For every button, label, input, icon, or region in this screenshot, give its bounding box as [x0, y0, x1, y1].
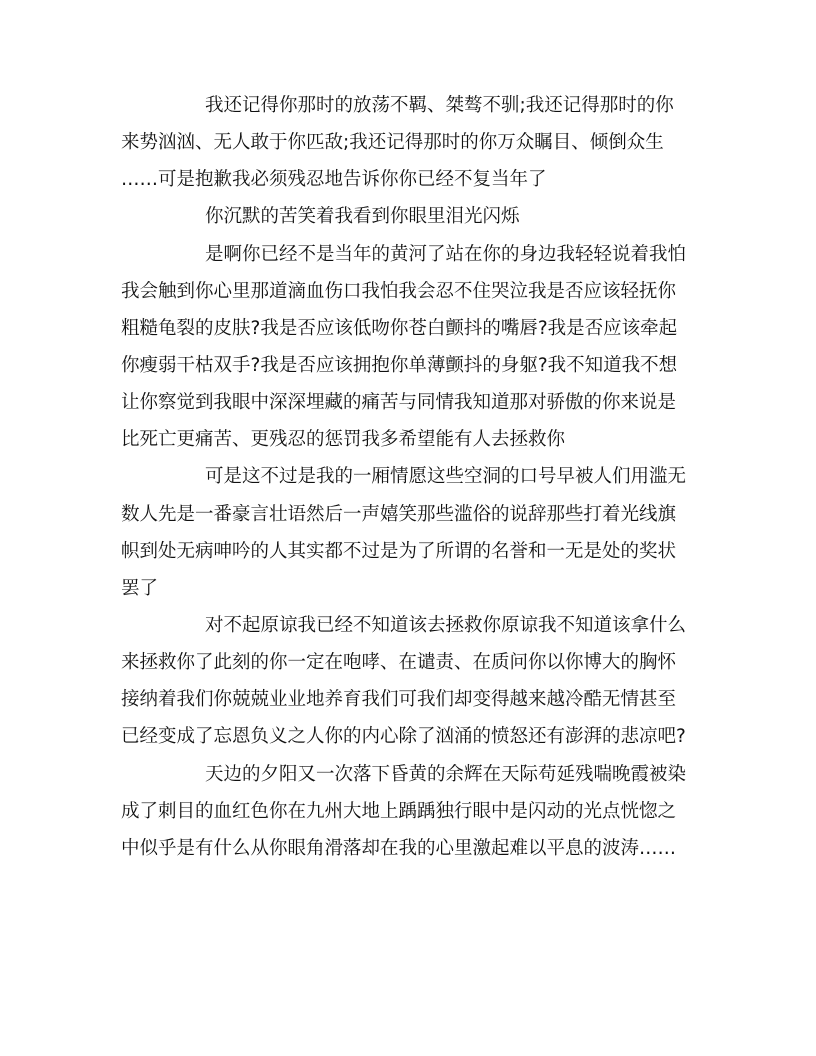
- text-line: 帜到处无病呻吟的人其实都不过是为了所谓的名誉和一无是处的奖状: [121, 541, 677, 562]
- text-line: 数人先是一番豪言壮语然后一声嬉笑那些滥俗的说辞那些打着光线旗: [121, 504, 677, 525]
- text-line: 来势汹汹、无人敢于你匹敌;我还记得那时的你万众瞩目、倾倒众生: [121, 132, 664, 153]
- text-line: ……可是抱歉我必须残忍地告诉你你已经不复当年了: [121, 169, 547, 190]
- text-line: 可是这不过是我的一厢情愿这些空洞的口号早被人们用滥无: [205, 466, 687, 487]
- text-line: 我会触到你心里那道滴血伤口我怕我会忍不住哭泣我是否应该轻抚你: [121, 281, 677, 302]
- text-line: 接纳着我们你兢兢业业地养育我们可我们却变得越来越冷酷无情甚至: [121, 689, 677, 710]
- text-line: 粗糙龟裂的皮肤?我是否应该低吻你苍白颤抖的嘴唇?我是否应该牵起: [121, 318, 678, 339]
- text-line: 中似乎是有什么从你眼角滑落却在我的心里激起难以平息的波涛……: [121, 838, 677, 859]
- text-line: 让你察觉到我眼中深深埋藏的痛苦与同情我知道那对骄傲的你来说是: [121, 392, 677, 413]
- text-line: 成了刺目的血红色你在九州大地上踽踽独行眼中是闪动的光点恍惚之: [121, 801, 677, 822]
- text-line: 你沉默的苦笑着我看到你眼里泪光闪烁: [205, 206, 520, 227]
- text-line: 已经变成了忘恩负义之人你的内心除了汹涌的愤怒还有澎湃的悲凉吧?: [121, 726, 686, 747]
- text-line: 来拯救你了此刻的你一定在咆哮、在谴责、在质问你以你博大的胸怀: [121, 652, 677, 673]
- text-line: 罢了: [121, 578, 159, 599]
- text-line: 是啊你已经不是当年的黄河了站在你的身边我轻轻说着我怕: [205, 244, 687, 265]
- text-line: 天边的夕阳又一次落下昏黄的余辉在天际苟延残喘晚霞被染: [205, 764, 687, 785]
- text-line: 对不起原谅我已经不知道该去拯救你原谅我不知道该拿什么: [205, 615, 687, 636]
- text-line: 你瘦弱干枯双手?我是否应该拥抱你单薄颤抖的身躯?我不知道我不想: [121, 355, 678, 376]
- text-line: 我还记得你那时的放荡不羁、桀骜不驯;我还记得那时的你: [205, 95, 674, 116]
- text-line: 比死亡更痛苦、更残忍的惩罚我多希望能有人去拯救你: [121, 429, 566, 450]
